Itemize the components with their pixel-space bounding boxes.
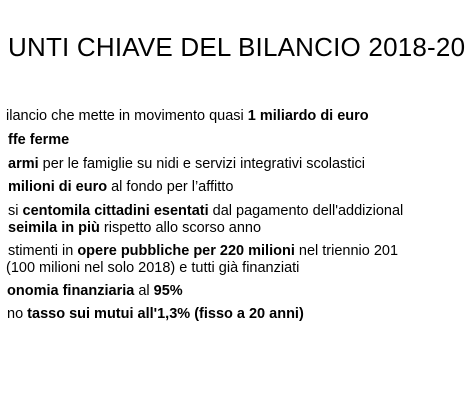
- list-item: [6, 260, 299, 277]
- text-segment: rispetto allo scorso anno: [99, 220, 262, 236]
- list-item: [7, 306, 304, 323]
- text-segment: per le famiglie su nidi e servizi integrativi scolastici: [38, 156, 366, 172]
- bold-text: ffe ferme: [8, 132, 70, 148]
- list-item: [8, 243, 398, 260]
- list-item: [8, 132, 69, 149]
- text-segment: dal pagamento dell'addizional: [208, 203, 404, 219]
- list-item: [8, 156, 365, 173]
- bold-text: seimila in più: [8, 220, 100, 236]
- text-segment: al: [134, 283, 154, 299]
- bold-text: centomila cittadini esentati: [22, 203, 209, 219]
- slide-title: UNTI CHIAVE DEL BILANCIO 2018-20: [8, 32, 465, 62]
- text-segment: ilancio che mette in movimento quasi: [6, 108, 248, 124]
- text-segment: stimenti in: [8, 243, 78, 259]
- bold-text: armi: [8, 156, 39, 172]
- bold-text: 95%: [153, 283, 183, 299]
- bold-text: onomia finanziaria: [7, 283, 135, 299]
- list-item: [6, 108, 369, 125]
- bold-text: tasso sui mutui all'1,3% (fisso a 20 anni): [27, 306, 304, 322]
- list-item: [8, 179, 233, 196]
- text-segment: al fondo per l’affitto: [107, 179, 234, 195]
- text-segment: si: [8, 203, 23, 219]
- text-segment: nel triennio 201: [294, 243, 399, 259]
- list-item: [7, 283, 183, 300]
- text-segment: (100 milioni nel solo 2018) e tutti già finanziati: [6, 260, 300, 276]
- bold-text: 1 miliardo di euro: [247, 108, 369, 124]
- bold-text: milioni di euro: [8, 179, 108, 195]
- list-item: [8, 220, 261, 237]
- list-item: [8, 203, 403, 220]
- text-segment: no: [7, 306, 28, 322]
- bold-text: opere pubbliche per 220 milioni: [77, 243, 295, 259]
